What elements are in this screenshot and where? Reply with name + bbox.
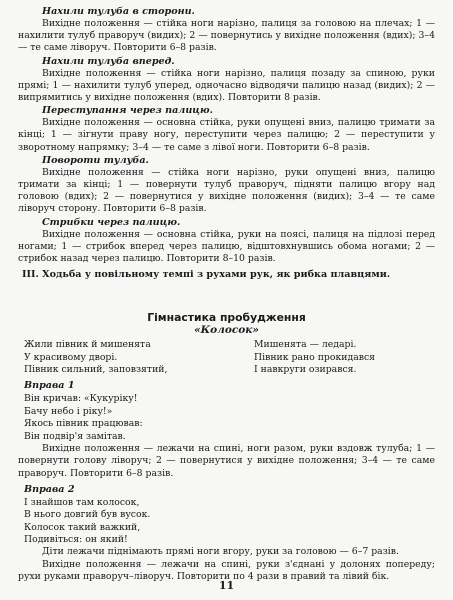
gymnastics-title: Гімнастика пробудження (147, 311, 306, 325)
poem-intro (18, 339, 435, 376)
exercise-1-text: Вихідне положення — лежачи на спині, ноги разом, руки вздовж тулуба; 1 — повернути голову ліворуч; 2 — повернутися у вихідне положення; 3–4 — те саме праворуч. Повторити 6–8 разів. (18, 443, 435, 479)
verse-line: В нього довгий був вусок. (24, 509, 151, 521)
poem-line: Півник рано прокидався (254, 351, 376, 363)
section-title: Повороти тулуба. (42, 154, 149, 166)
verse-line: Подивіться: он який! (24, 533, 128, 545)
exercise-2-text: Діти лежачи піднімають прямі ноги вгору, руки за головою — 6–7 разів. (42, 546, 399, 558)
poem-right-column (234, 339, 375, 376)
verse-line: Він подвір'я замітав. (24, 430, 126, 442)
section-title: Нахили тулуба в сторони. (42, 6, 195, 17)
verse-line: Колосок такий важкий, (24, 521, 141, 533)
section-title: Нахили тулуба вперед. (42, 55, 175, 67)
section-block (18, 6, 435, 55)
section-block (18, 56, 435, 105)
section-title: Стрибки через палицю. (42, 216, 181, 228)
verse-line: І знайшов там колосок, (24, 496, 140, 508)
section-text: Вихідне положення — стійка ноги нарізно, палиця позаду за спиною, руки прямі; 1 — нахилити тулуб уперед, одночасно відводячи палицю назад (видих); 2 — випрямитись у вихідне положення (вдих). Повторити 8 разів. (18, 67, 435, 104)
section-title: Переступання через палицю. (42, 105, 213, 117)
exercise-1-verse (18, 393, 435, 443)
verse-line: Бачу небо і ріку!» (24, 405, 113, 417)
section-text: Вихідне положення — основна стійка, руки на поясі, палиця на підлозі перед ногами; 1 — стрибок вперед через палицю, відштовхнувшись обома ногами; 2 — стрибок назад через палицю. Повторити 8–10 разів. (18, 228, 435, 265)
gymnastics-subtitle: «Колосок» (194, 324, 259, 337)
verse-line: Він кричав: «Кукуріку! (24, 393, 138, 405)
section-block (18, 105, 435, 154)
poem-line: Жили півник й мишенята (24, 339, 151, 351)
section-text: Вихідне положення — стійка ноги нарізно, палиця за головою на плечах; 1 — нахилити тулуб праворуч (видих); 2 — повернутись у вихідне положення (вдих); 3–4 — те саме ліворуч. Повторити 6–8 разів. (18, 18, 435, 54)
poem-line: Півник сильний, заповзятий, (24, 364, 168, 376)
section-text: Вихідне положення — основна стійка, руки опущені вниз, палицю тримати за кінці; 1 — зігнути праву ногу, переступити через палицю; 2 — переступити у зворотному напрямку; 3–4 — те саме з лівої ноги. Повторити 6–8 разів. (18, 117, 435, 153)
section-block (18, 155, 435, 216)
exercise-2-verse (18, 497, 435, 547)
verse-line: Якось півник працював: (24, 418, 143, 430)
exercise-2-text: Вихідне положення — лежачи на спині, руки з'єднані у долонях попереду; рухи руками праворуч–ліворуч. Повторити по 4 рази в правий та лівий бік. (18, 558, 435, 582)
section-text: Вихідне положення — стійка ноги нарізно, руки опущені вниз, палицю тримати за кінці; 1 — повернути тулуб праворуч, підняти палицю вгору над головою (вдих); 2 — повернутися у вихідне положення (видих); 3–4 — те саме ліворуч сторону. Повторити 6–8 разів. (18, 166, 435, 215)
poem-line: І навкруги озирався. (254, 364, 357, 376)
poem-left-column (18, 339, 234, 376)
part-three-heading: ІІІ. Ходьба у повільному темпі з рухами рук, як рибка плавцями. (22, 269, 391, 281)
page-number: 11 (218, 579, 235, 592)
exercise-1-title: Вправа 1 (24, 380, 75, 392)
exercise-2-title: Вправа 2 (24, 483, 75, 495)
section-block (18, 217, 435, 266)
poem-line: Мишенята — ледарі. (254, 339, 357, 351)
poem-line: У красивому дворі. (24, 351, 118, 363)
